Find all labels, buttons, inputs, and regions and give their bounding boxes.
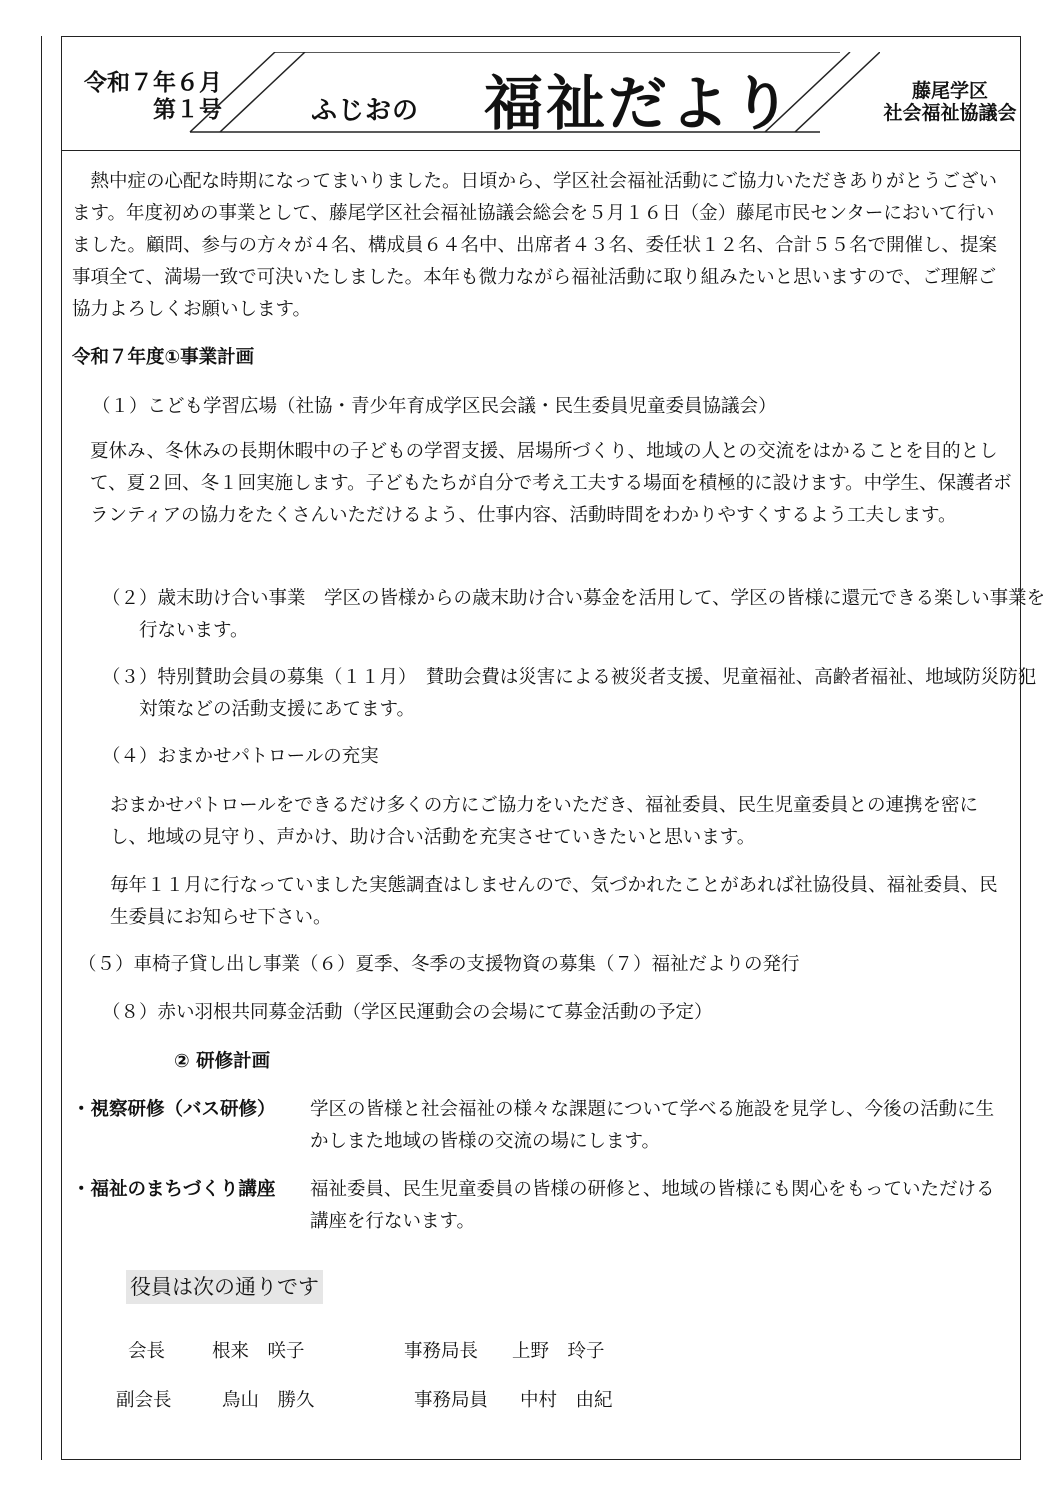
org-district: 藤尾学区 xyxy=(911,80,988,102)
item-4-body-2: 毎年１１月に行なっていました実態調査はしませんので、気づかれたことがあれば社協役員、福祉委員、民生委員にお知らせ下さい。 xyxy=(110,875,998,928)
officer-role-president: 会長 xyxy=(128,1341,166,1362)
officer-role-secretary-general: 事務局長 xyxy=(404,1341,479,1362)
item-4-body-1: おまかせパトロールをできるだけ多くの方にご協力をいただき、福祉委員、民生児童委員との連携を密にし、地域の見守り、声かけ、助け合い活動を充実させていきたいと思います。 xyxy=(110,795,979,848)
organization-name xyxy=(870,80,1030,124)
training-trip-label: ・視察研修（バス研修） xyxy=(72,1099,276,1120)
officers-heading: 役員は次の通りです xyxy=(126,1270,323,1304)
org-council: 社会福祉協議会 xyxy=(883,102,1017,124)
training-trip-text: 学区の皆様と社会福祉の様々な課題について学べる施設を見学し、今後の活動に生かしまた地域の皆様の交流の場にします。 xyxy=(310,1099,995,1152)
officer-role-secretariat-member: 事務局員 xyxy=(414,1390,489,1411)
newsletter-title: 福祉だより xyxy=(484,69,795,138)
officer-name-president: 根来 咲子 xyxy=(212,1341,305,1362)
issue-date: 令和７年６月 xyxy=(84,70,222,96)
item-4-title: （４）おまかせパトロールの充実 xyxy=(102,746,379,767)
item-1-body: 夏休み、冬休みの長期休暇中の子どもの学習支援、居場所づくり、地域の人との交流をはかることを目的として、夏２回、冬１回実施します。子どもたちが自分で考え工夫する場面を積極的に設けます。中学生、保護者ボランティアの協力をたくさんいただけるよう、仕事内容、活動時間をわかりやすくするよう工夫します。 xyxy=(90,441,1012,526)
outer-margin-line xyxy=(41,36,42,1460)
items-5-7: （５）車椅子貸し出し事業（６）夏季、冬季の支援物資の募集（７）福祉だよりの発行 xyxy=(78,954,800,975)
intro-paragraph: 熱中症の心配な時期になってまいりました。日頃から、学区社会福祉活動にご協力いただきありがとうございます。年度初めの事業として、藤尾学区社会福祉協議会総会を５月１６日（金）藤尾市民センターにおいて行いました。顧問、参与の方々が４名、構成員６４名中、出席者４３名、委任状１２名、合計５５名で開催し、提案事項全て、満場一致で可決いたしました。本年も微力ながら福祉活動に取り組みたいと思いますので、ご理解ご協力よろしくお願いします。 xyxy=(72,171,998,320)
training-lecture-label: ・福祉のまちづくり講座 xyxy=(72,1179,276,1200)
plan-heading: 令和７年度①事業計画 xyxy=(72,347,255,368)
item-1-title: （１）こども学習広場（社協・青少年育成学区民会議・民生委員児童委員協議会） xyxy=(92,396,777,417)
training-lecture-text: 福祉委員、民生児童委員の皆様の研修と、地域の皆様にも関心をもっていただける講座を行ないます。 xyxy=(310,1179,995,1232)
officer-role-vice-president: 副会長 xyxy=(116,1390,172,1411)
item-3: （３）特別賛助会員の募集（１１月） 賛助会費は災害による被災者支援、児童福祉、高齢者福祉、地域防災防犯対策などの活動支援にあてます。 xyxy=(102,667,1037,720)
issue-number: 第１号 xyxy=(153,97,222,123)
officer-name-secretary-general: 上野 玲子 xyxy=(512,1341,605,1362)
training-heading: ② 研修計画 xyxy=(174,1051,271,1072)
training-trip xyxy=(72,1094,1012,1158)
header-divider xyxy=(61,150,1021,151)
newsletter-subtitle: ふじおの xyxy=(311,96,420,126)
officer-name-vice-president: 鳥山 勝久 xyxy=(222,1390,315,1411)
item-8: （８）赤い羽根共同募金活動（学区民運動会の会場にて募金活動の予定） xyxy=(102,1002,713,1023)
item-2: （２）歳末助け合い事業 学区の皆様からの歳末助け合い募金を活用して、学区の皆様に還元できる楽しい事業を行ないます。 xyxy=(102,588,1046,641)
officer-name-secretariat-member: 中村 由紀 xyxy=(520,1390,613,1411)
training-lecture xyxy=(72,1174,1012,1238)
